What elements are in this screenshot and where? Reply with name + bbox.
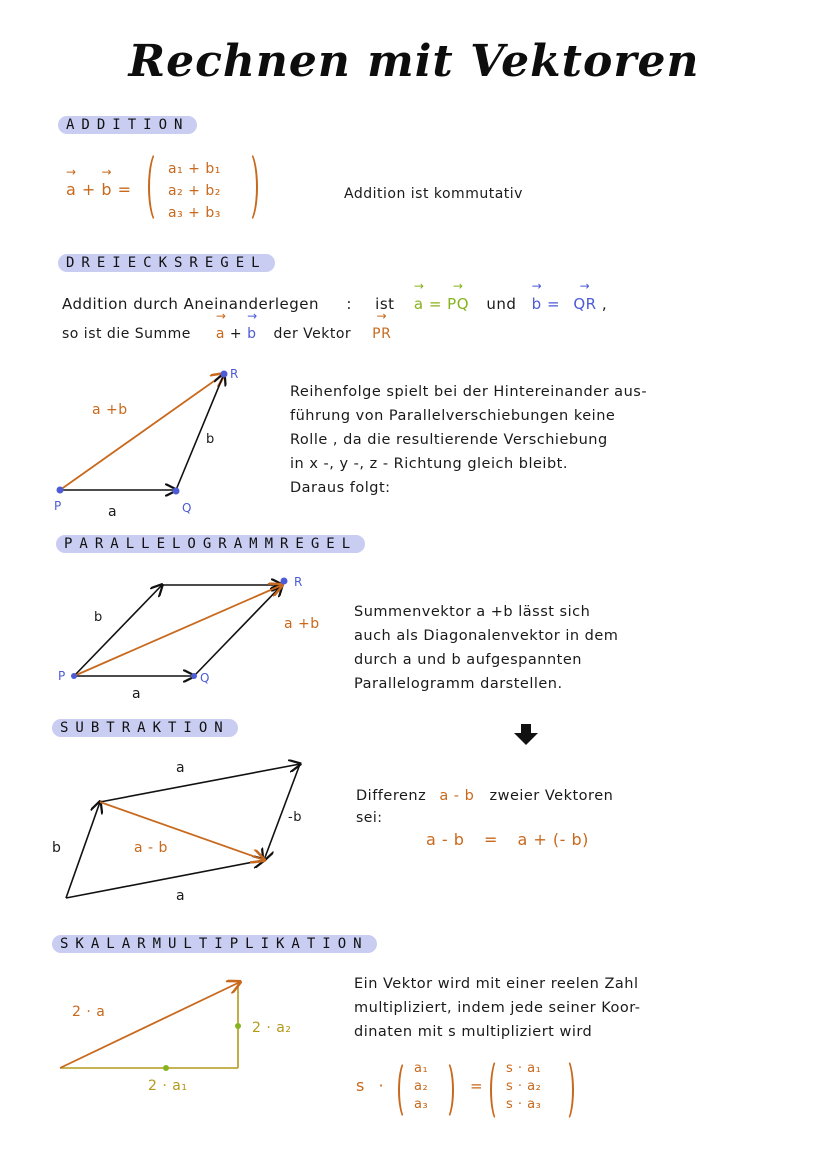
- heading-parallelogrammregel: PARALLELOGRAMMREGEL: [56, 535, 365, 553]
- zweier-vektoren-text: zweier Vektoren: [489, 788, 614, 804]
- scalar-left-paren-1-icon: [398, 1060, 414, 1120]
- scalar-right-paren-1-icon: [438, 1060, 454, 1120]
- sub-line-1: [356, 784, 613, 808]
- page-title: Rechnen mit Vektoren: [128, 36, 700, 87]
- equals-sign: =: [117, 180, 132, 199]
- heading-dreiecksregel: DREIECKSREGEL: [58, 254, 275, 272]
- para-point-p-label: P: [58, 669, 66, 683]
- para-text-line-4: Parallelogramm darstellen.: [354, 676, 563, 692]
- scalar-vert-label: 2 · a₂: [252, 1020, 292, 1036]
- sub-a-top-label: a: [176, 760, 186, 776]
- scalar-col-1: [414, 1060, 428, 1114]
- addition-row-3: a₃ + b₃: [168, 205, 221, 221]
- para-sum-label: a +b: [284, 616, 320, 632]
- scalar-col1-row-1: a₁: [414, 1061, 429, 1076]
- dreieck-paragraph: [290, 380, 647, 500]
- sub-diff-line: [100, 802, 264, 860]
- para-b-right: [194, 585, 282, 676]
- triangle-point-p-label: P: [54, 499, 62, 513]
- triangle-b-label: b: [206, 432, 215, 447]
- scalar-left-paren-2-icon: [490, 1058, 506, 1122]
- triangle-point-q-label: Q: [182, 501, 192, 515]
- scalar-col1-row-2: a₂: [414, 1079, 429, 1094]
- der-vektor-text: der Vektor: [273, 326, 352, 342]
- sub-b-left: [66, 802, 100, 898]
- sub-formula: [426, 828, 589, 852]
- dreieck-para-line-1: Reihenfolge spielt bei der Hintereinander aus-: [290, 384, 648, 400]
- para-b-left: [74, 585, 162, 676]
- vector-qr: → QR: [573, 292, 596, 316]
- scalar-horiz-label: 2 · a₁: [148, 1078, 188, 1094]
- para-diagonal: [74, 585, 282, 676]
- differenz-expr: a - b: [439, 788, 475, 804]
- scalar-para-line-1: Ein Vektor wird mit einer reelen Zahl: [354, 976, 639, 992]
- plus-sign: +: [229, 326, 243, 342]
- scalar-dot: ·: [378, 1076, 385, 1095]
- scalar-mid-dot-h: [163, 1065, 169, 1071]
- vector-a-orange: → a: [216, 322, 225, 346]
- heading-subtraktion: SUBTRAKTION: [52, 719, 238, 737]
- addition-note: Addition ist kommutativ: [344, 186, 523, 202]
- equals-green: =: [428, 295, 442, 313]
- triangle-sum-label: a +b: [92, 402, 128, 418]
- scalar-col2-row-3: s · a₃: [506, 1097, 542, 1112]
- point-p-dot: [57, 487, 64, 494]
- und-word: und: [486, 295, 517, 313]
- para-point-q-label: Q: [200, 671, 210, 685]
- colon: :: [346, 295, 352, 313]
- vector-b-blue: → b: [532, 292, 542, 316]
- vector-pr: → PR: [372, 322, 391, 346]
- ist-word: ist: [375, 295, 395, 313]
- dreieck-line1-text: Addition durch Aneinanderlegen: [62, 295, 320, 313]
- scalar-hyp-label: 2 · a: [72, 1004, 106, 1020]
- differenz-word: Differenz: [356, 788, 427, 804]
- vector-b-blue: → b: [247, 322, 256, 346]
- scalar-para-line-3: dinaten mit s multipliziert wird: [354, 1024, 593, 1040]
- point-q-dot: [173, 488, 180, 495]
- scalar-s: [356, 1074, 384, 1098]
- dreieck-line2-text: so ist die Summe: [62, 326, 191, 342]
- para-b-label: b: [94, 610, 103, 625]
- vector-pq: → PQ: [447, 292, 469, 316]
- sub-diff-label: a - b: [134, 840, 168, 856]
- down-arrow-head-icon: [514, 733, 538, 745]
- sub-b-label: b: [52, 840, 62, 856]
- para-text-line-3: durch a und b aufgespannten: [354, 652, 582, 668]
- scalar-eq: =: [470, 1077, 484, 1095]
- point-r-dot: [221, 371, 228, 378]
- scalar-col2-row-1: s · a₁: [506, 1061, 542, 1076]
- triangle-a-label: a: [108, 504, 118, 520]
- addition-row-2: a₂ + b₂: [168, 183, 221, 199]
- para-point-r-label: R: [294, 575, 303, 589]
- scalar-s-symbol: s: [356, 1076, 365, 1095]
- sub-formula-eq: =: [484, 830, 498, 849]
- scalar-col1-row-3: a₃: [414, 1097, 429, 1112]
- dreieck-para-line-4: in x -, y -, z - Richtung gleich bleibt.: [290, 456, 568, 472]
- sub-formula-rhs: a + (- b): [517, 830, 589, 849]
- sub-formula-lhs: a - b: [426, 830, 465, 849]
- triangle-point-r-label: R: [230, 367, 239, 381]
- para-a-label: a: [132, 686, 142, 702]
- scalar-mid-dot-v: [235, 1023, 241, 1029]
- parallelogramm-paragraph: [354, 600, 618, 696]
- para-text-line-2: auch als Diagonalenvektor in dem: [354, 628, 619, 644]
- scalar-col2-row-2: s · a₂: [506, 1079, 542, 1094]
- sub-line-2: sei:: [356, 810, 383, 826]
- scalar-col-2: [506, 1060, 541, 1114]
- sub-a-top: [100, 764, 300, 802]
- vector-a: → a: [66, 178, 76, 202]
- para-point-q: [191, 673, 197, 679]
- addition-row-1: a₁ + b₁: [168, 161, 221, 177]
- sub-a-bottom-label: a: [176, 888, 186, 904]
- para-text-line-1: Summenvektor a +b lässt sich: [354, 604, 591, 620]
- scalar-para-line-2: multipliziert, indem jede seiner Koor-: [354, 1000, 641, 1016]
- equals-blue: =: [546, 295, 561, 313]
- heading-skalarmultiplikation: SKALARMULTIPLIKATION: [52, 935, 377, 953]
- sub-a-bottom: [66, 860, 264, 898]
- scalar-paragraph: [354, 972, 641, 1044]
- dreieck-para-line-2: führung von Parallelverschiebungen keine: [290, 408, 616, 424]
- scalar-hypotenuse: [60, 982, 240, 1068]
- plus-sign: +: [81, 180, 96, 199]
- sub-minus-b-label: -b: [288, 810, 302, 825]
- scalar-right-paren-2-icon: [558, 1058, 574, 1122]
- comma: ,: [601, 295, 608, 313]
- vector-b: → b: [101, 178, 112, 202]
- vector-a-green: → a: [414, 292, 424, 316]
- para-point-p: [71, 673, 77, 679]
- heading-addition: ADDITION: [58, 116, 197, 134]
- dreieck-para-line-5: Daraus folgt:: [290, 480, 391, 496]
- dreieck-para-line-3: Rolle , da die resultierende Verschiebung: [290, 432, 608, 448]
- para-point-r: [281, 578, 288, 585]
